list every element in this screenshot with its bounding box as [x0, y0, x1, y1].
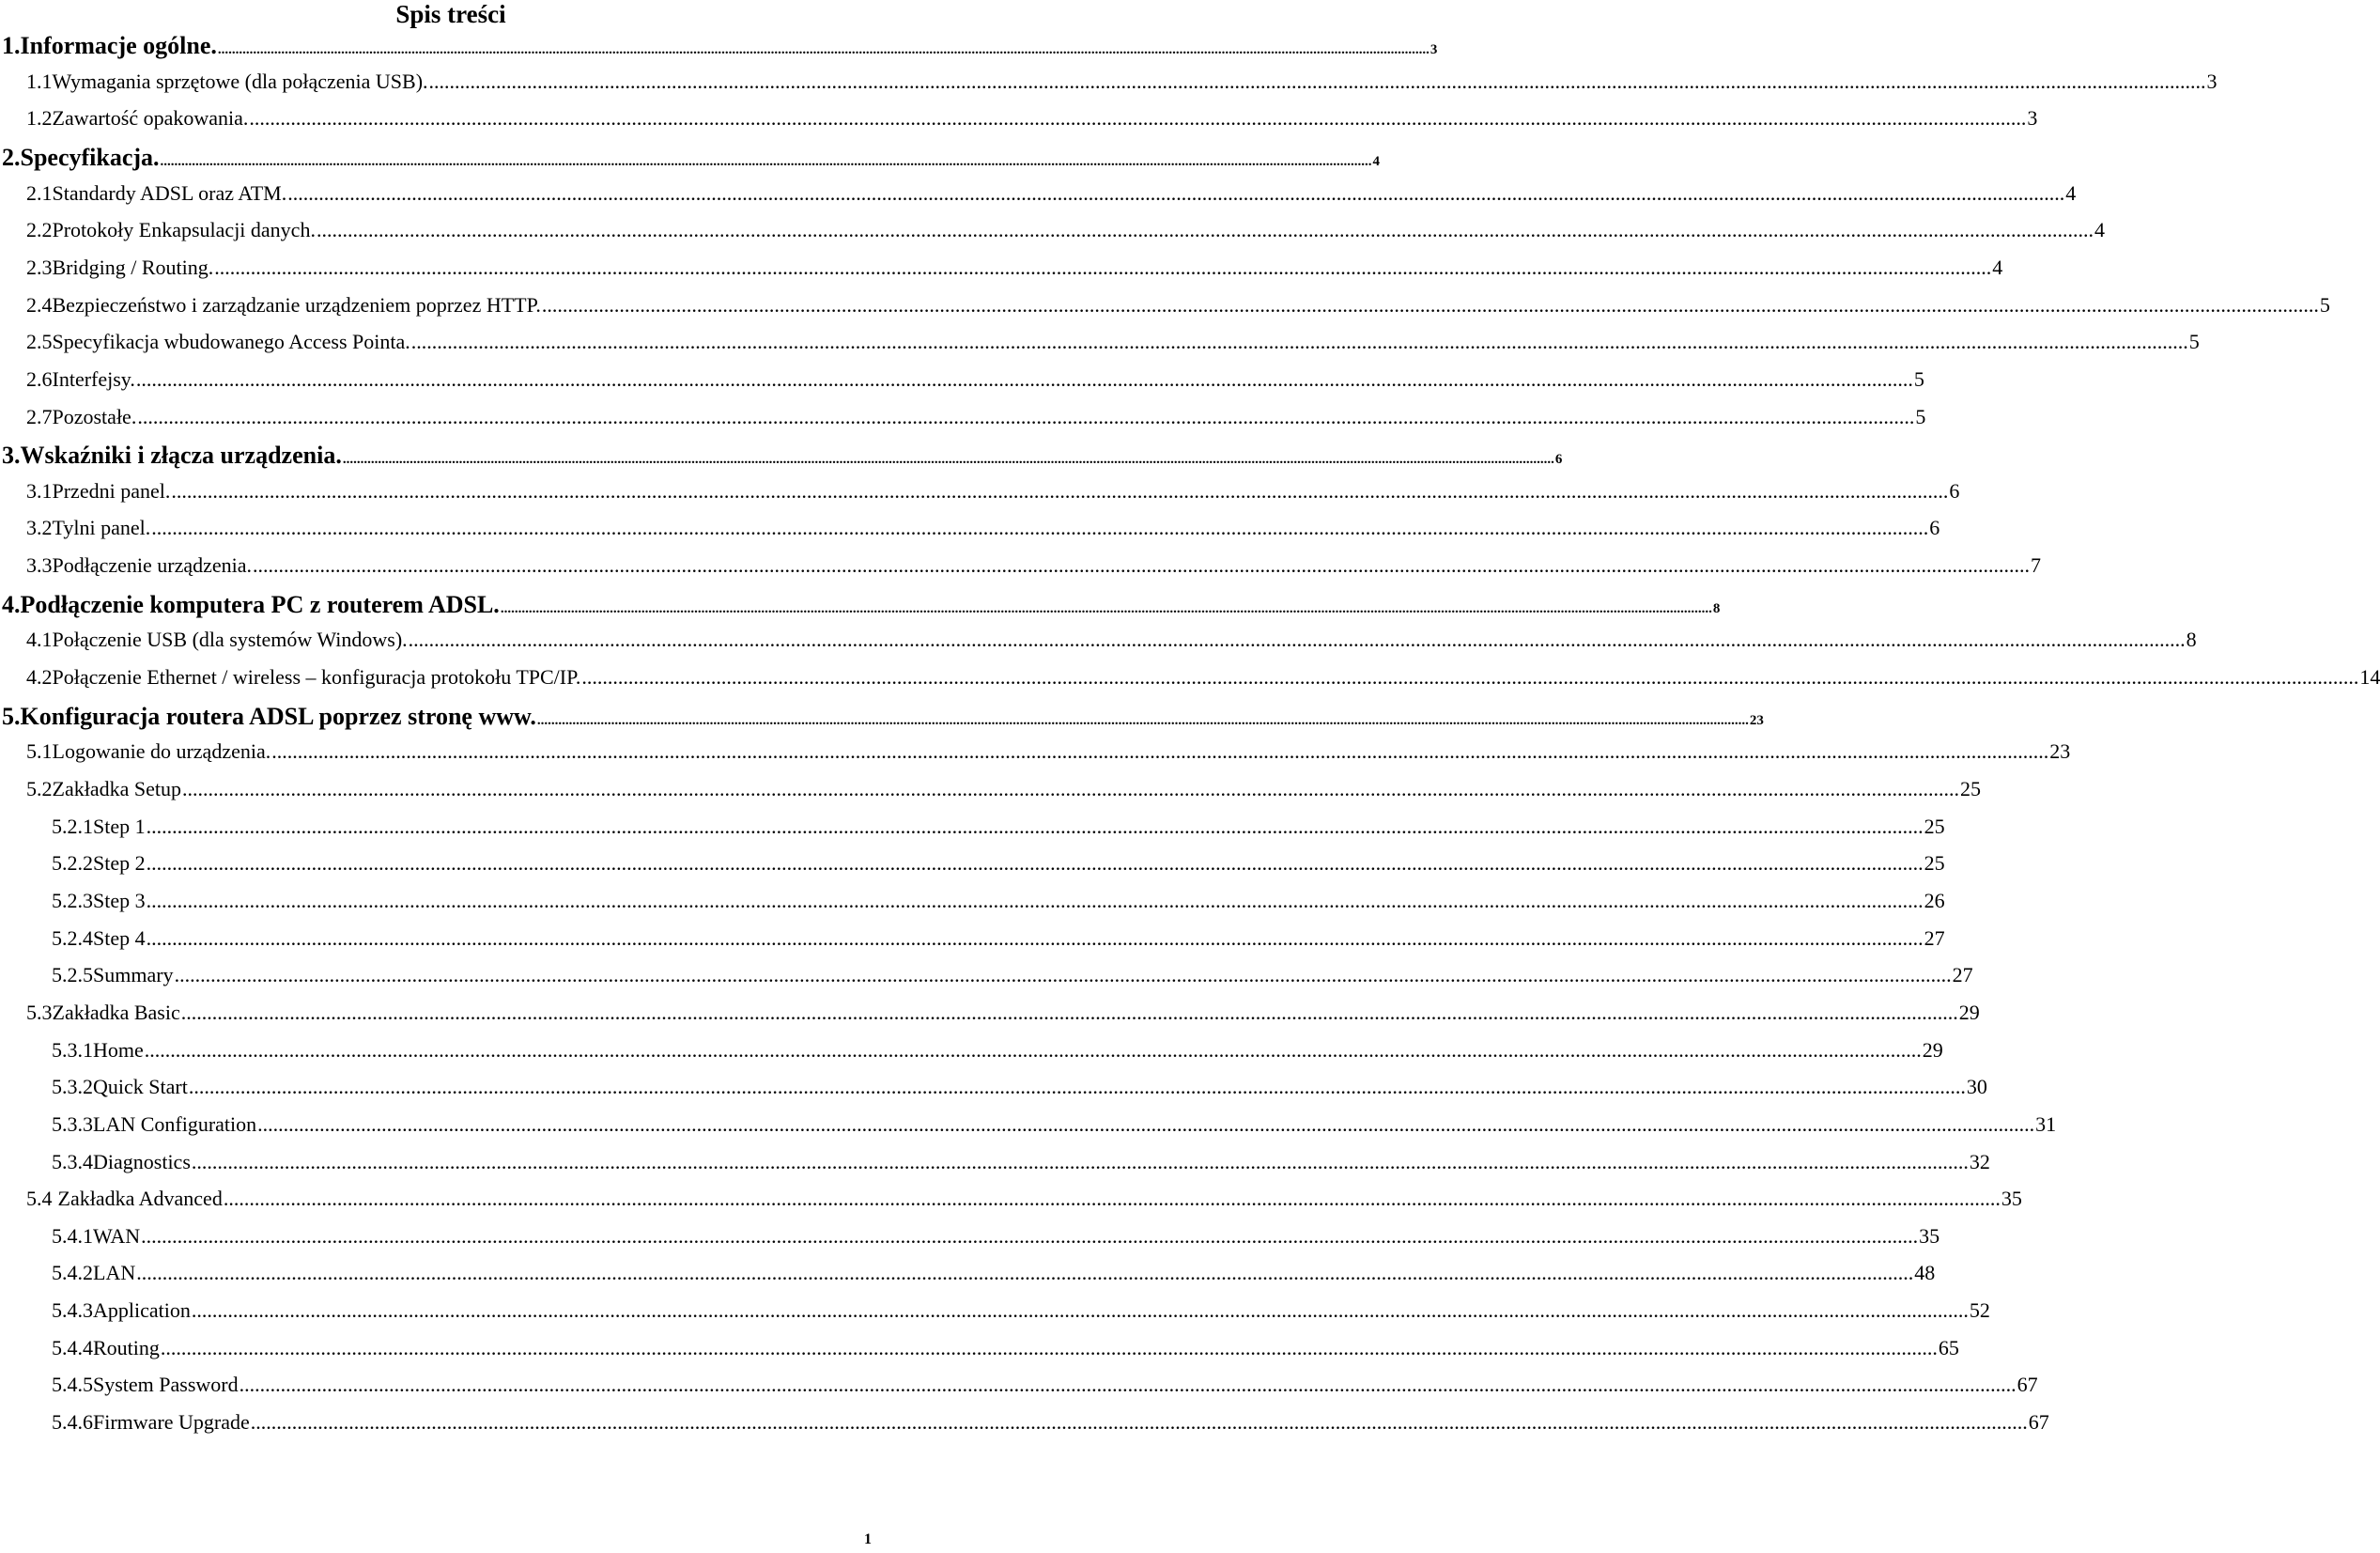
toc-entry-page: 27 [1952, 963, 1973, 987]
toc-dot-leader [542, 293, 2319, 318]
toc-entry[interactable] [0, 143, 1381, 182]
toc-entry[interactable] [0, 478, 1960, 518]
toc-entry-label: Home [93, 1037, 144, 1062]
toc-dot-leader [189, 1075, 1966, 1099]
toc-entry-number: 5. [2, 702, 21, 730]
toc-entry[interactable] [0, 516, 1940, 554]
toc-dot-leader [218, 42, 1430, 58]
toc-dot-leader [317, 218, 2094, 242]
toc-entry-label: Routing [93, 1335, 160, 1359]
toc-dot-leader [181, 1001, 1958, 1025]
toc-entry[interactable] [0, 925, 1945, 965]
toc-entry-label: Wymagania sprzętowe (dla połączenia USB). [52, 69, 428, 93]
toc-dot-leader [145, 1038, 1922, 1063]
toc-entry-number: 4. [2, 590, 21, 618]
toc-dot-leader [175, 963, 1952, 987]
toc-entry-number: 2.4 [26, 292, 53, 317]
toc-entry[interactable] [0, 1187, 2022, 1225]
toc-entry-label: Informacje ogólne. [20, 32, 217, 59]
toc-entry-page: 30 [1966, 1075, 1987, 1099]
toc-entry-page: 67 [2017, 1373, 2038, 1397]
toc-entry-label: Specyfikacja. [20, 143, 160, 171]
toc-entry-label: Step 4 [93, 925, 146, 950]
toc-entry-page: 65 [1938, 1335, 1959, 1359]
toc-entry[interactable] [0, 590, 1721, 629]
toc-entry-number: 5.1 [26, 739, 53, 764]
toc-dot-leader [151, 516, 1928, 540]
toc-entry-label: Firmware Upgrade [93, 1410, 250, 1435]
toc-entry-number: 3.2 [26, 516, 53, 540]
toc-dot-leader [271, 739, 2048, 764]
toc-dot-leader [161, 154, 1372, 170]
toc-dot-leader [343, 452, 1554, 468]
toc-entry-number: 5.2.5 [52, 963, 93, 987]
toc-entry-page: 35 [2001, 1187, 2022, 1211]
toc-entry-number: 5.4.6 [52, 1410, 93, 1435]
toc-dot-leader [411, 330, 2188, 354]
toc-entry-number: 5.2.2 [52, 851, 93, 876]
toc-dot-leader [240, 1373, 2017, 1397]
toc-entry[interactable] [0, 1037, 1943, 1077]
toc-entry-page: 25 [1924, 814, 1945, 838]
toc-entry-number: 5.3.2 [52, 1075, 93, 1099]
toc-entry-page: 7 [2031, 553, 2042, 578]
toc-entry-number: 5.4.1 [52, 1223, 93, 1248]
toc-entry[interactable] [0, 888, 1945, 927]
toc-dot-leader [147, 851, 1924, 876]
toc-entry[interactable] [0, 1410, 2049, 1449]
toc-entry[interactable] [0, 330, 2200, 368]
toc-entry-label: Przedni panel. [52, 478, 171, 503]
page-title: Spis treści [395, 0, 506, 28]
toc-entry[interactable] [0, 702, 1764, 741]
toc-entry-label: Zakładka Basic [52, 1000, 180, 1024]
toc-entry-page: 4 [1372, 153, 1381, 169]
toc-dot-leader [501, 601, 1712, 617]
toc-entry-label: Step 1 [93, 814, 146, 838]
toc-entry-label: Pozostałe. [52, 404, 137, 428]
toc-entry-page: 52 [1969, 1298, 1990, 1323]
toc-dot-leader [287, 181, 2064, 206]
toc-entry-label: Zawartość opakowania. [52, 106, 249, 131]
toc-entry-page: 6 [1929, 516, 1940, 540]
toc-entry-page: 14 [2359, 665, 2380, 690]
toc-dot-leader [161, 1336, 1938, 1360]
toc-entry-number: 5.2.1 [52, 814, 93, 838]
toc-entry-number: 5.3 [26, 1000, 53, 1024]
toc-entry[interactable] [0, 1149, 1990, 1188]
toc-entry-number: 5.3.3 [52, 1111, 93, 1136]
toc-entry-page: 29 [1922, 1037, 1943, 1062]
toc-entry-number: 2.2 [26, 218, 53, 242]
toc-dot-leader [537, 713, 1749, 729]
toc-entry-page: 31 [2035, 1111, 2057, 1136]
toc-entry-label: WAN [93, 1223, 141, 1248]
toc-entry-page: 5 [2319, 292, 2330, 317]
toc-dot-leader [214, 256, 1991, 280]
toc-dot-leader [147, 815, 1924, 839]
toc-entry-page: 27 [1924, 925, 1945, 950]
toc-entry-page: 23 [2049, 739, 2071, 764]
toc-entry-page: 5 [2188, 330, 2200, 354]
toc-entry-page: 29 [1958, 1000, 1980, 1024]
toc-entry-number: 2.3 [26, 255, 53, 279]
toc-entry[interactable] [0, 1335, 1959, 1374]
page-number: 1 [864, 1531, 872, 1547]
toc-entry-label: Zakładka Advanced [57, 1187, 223, 1211]
toc-entry-label: Interfejsy. [52, 366, 135, 391]
toc-entry-page: 3 [1430, 42, 1438, 57]
toc-entry-number: 2.1 [26, 180, 53, 205]
toc-dot-leader [249, 106, 2026, 131]
toc-entry-label: Protokoły Enkapsulacji danych. [52, 218, 316, 242]
toc-entry[interactable] [0, 442, 1563, 480]
toc-entry-label: Konfiguracja routera ADSL poprzez stronę www. [20, 702, 536, 730]
toc-dot-leader [147, 926, 1924, 951]
toc-dot-leader [581, 665, 2358, 690]
toc-entry-number: 3.3 [26, 553, 53, 578]
toc-dot-leader [141, 1224, 1918, 1249]
toc-entry-page: 23 [1749, 712, 1764, 728]
toc-entry-label: LAN [93, 1261, 136, 1285]
toc-entry[interactable] [0, 851, 1945, 890]
toc-entry-label: Wskaźniki i złącza urządzenia. [20, 442, 342, 470]
toc-entry[interactable] [0, 665, 2380, 704]
toc-entry-number: 1. [2, 32, 21, 59]
toc-entry[interactable] [0, 1298, 1990, 1337]
toc-dot-leader [251, 1410, 2028, 1435]
toc-entry-number: 5.2.3 [52, 888, 93, 912]
toc-entry-page: 25 [1924, 851, 1945, 876]
toc-entry[interactable] [0, 1111, 2057, 1151]
toc-entry[interactable] [0, 218, 2105, 256]
toc-entry-number: 4.1 [26, 628, 53, 652]
toc-entry-number: 5.3.4 [52, 1149, 93, 1173]
toc-entry[interactable] [0, 106, 2038, 145]
toc-entry-label: Step 3 [93, 888, 146, 912]
toc-entry-label: Application [93, 1298, 191, 1323]
toc-entry-number: 1.1 [26, 69, 53, 93]
toc-dot-leader [257, 1112, 2034, 1137]
toc-dot-leader [136, 367, 1913, 392]
toc-dot-leader [253, 553, 2030, 578]
toc-entry-page: 32 [1969, 1149, 1990, 1173]
toc-entry[interactable] [0, 404, 1926, 443]
toc-entry-page: 6 [1949, 478, 1960, 503]
toc-entry-label: Bezpieczeństwo i zarządzanie urządzeniem poprzez HTTP. [52, 292, 541, 317]
toc-entry-page: 5 [1915, 404, 1926, 428]
toc-entry[interactable] [0, 1223, 1940, 1263]
toc-entry-label: Summary [93, 963, 174, 987]
toc-entry-label: Zakładka Setup [52, 777, 181, 800]
toc-entry[interactable] [0, 366, 1924, 406]
toc-dot-leader [147, 889, 1924, 913]
toc-entry-page: 48 [1914, 1261, 1936, 1285]
toc-entry-number: 1.2 [26, 106, 53, 131]
toc-entry-page: 35 [1919, 1223, 1940, 1248]
toc-dot-leader [171, 479, 1948, 504]
toc-entry-number: 5.4.2 [52, 1261, 93, 1285]
toc-entry-page: 8 [1712, 600, 1721, 616]
toc-entry-number: 5.4 [26, 1187, 53, 1211]
toc-entry-label: Podłączenie urządzenia. [52, 553, 253, 578]
toc-dot-leader [192, 1298, 1969, 1323]
toc-entry-label: Bridging / Routing. [52, 255, 214, 279]
toc-entry-label: System Password [93, 1373, 239, 1397]
toc-entry-label: Specyfikacja wbudowanego Access Pointa. [52, 330, 410, 354]
toc-entry-label: Quick Start [93, 1075, 188, 1099]
toc-entry-page: 4 [1992, 255, 2003, 279]
toc-entry[interactable] [0, 814, 1945, 853]
toc-entry[interactable] [0, 553, 2042, 592]
toc-entry-label: Podłączenie komputera PC z routerem ADSL. [20, 590, 500, 618]
toc-entry[interactable] [0, 963, 1973, 1002]
toc-entry[interactable] [0, 1373, 2038, 1411]
toc-dot-leader [137, 405, 1914, 429]
toc-entry[interactable] [0, 777, 1981, 815]
toc-entry[interactable] [0, 739, 2071, 778]
toc-entry[interactable] [0, 180, 2077, 220]
toc-entry-number: 2.6 [26, 366, 53, 391]
toc-entry-page: 5 [1913, 366, 1924, 391]
toc-entry-number: 5.2.4 [52, 925, 93, 950]
toc-entry[interactable] [0, 292, 2330, 332]
toc-entry-number: 5.4.3 [52, 1298, 93, 1323]
toc-entry-number: 5.2 [26, 777, 53, 800]
toc-entry-page: 67 [2028, 1410, 2049, 1435]
toc-entry[interactable] [0, 1261, 1936, 1299]
toc-dot-leader [429, 70, 2206, 94]
toc-dot-leader [182, 777, 1959, 801]
toc-entry-page: 4 [2094, 218, 2105, 242]
toc-entry-label: LAN Configuration [93, 1111, 257, 1136]
toc-entry-label: Logowanie do urządzenia. [52, 739, 271, 764]
toc-entry-number: 3.1 [26, 478, 53, 503]
toc-entry-label: Standardy ADSL oraz ATM. [52, 180, 287, 205]
toc-entry-page: 6 [1554, 452, 1563, 468]
toc-dot-leader [224, 1187, 2001, 1211]
toc-entry-page: 8 [2186, 628, 2197, 652]
toc-entry-number: 5.4.5 [52, 1373, 93, 1397]
toc-entry[interactable] [0, 628, 2197, 666]
toc-entry-label: Połączenie Ethernet / wireless – konfiguracja protokołu TPC/IP. [52, 665, 581, 690]
toc-entry-page: 3 [2206, 69, 2218, 93]
toc-entry-page: 26 [1924, 888, 1945, 912]
toc-entry-label: Diagnostics [93, 1149, 191, 1173]
toc-entry-number: 2.7 [26, 404, 53, 428]
toc-entry-label: Połączenie USB (dla systemów Windows). [52, 628, 408, 652]
toc-entry-number: 2.5 [26, 330, 53, 354]
toc-entry-number: 4.2 [26, 665, 53, 690]
toc-dot-leader [409, 628, 2186, 652]
toc-entry[interactable] [0, 32, 1438, 70]
toc-entry-page: 25 [1959, 777, 1981, 800]
toc-entry-number: 5.3.1 [52, 1037, 93, 1062]
toc-entry[interactable] [0, 69, 2218, 108]
toc-entry-number: 2. [2, 143, 21, 171]
toc-entry[interactable] [0, 255, 2003, 294]
toc-entry-page: 4 [2065, 180, 2077, 205]
toc-entry-page: 3 [2027, 106, 2038, 131]
toc-entry[interactable] [0, 1075, 1987, 1113]
toc-entry-number: 5.4.4 [52, 1335, 93, 1359]
toc-entry-label: Tylni panel. [52, 516, 151, 540]
toc-entry[interactable] [0, 1000, 1980, 1039]
toc-entry-number: 3. [2, 442, 21, 470]
toc-dot-leader [136, 1261, 1913, 1285]
toc-dot-leader [192, 1150, 1969, 1174]
toc-entry-label: Step 2 [93, 851, 146, 876]
